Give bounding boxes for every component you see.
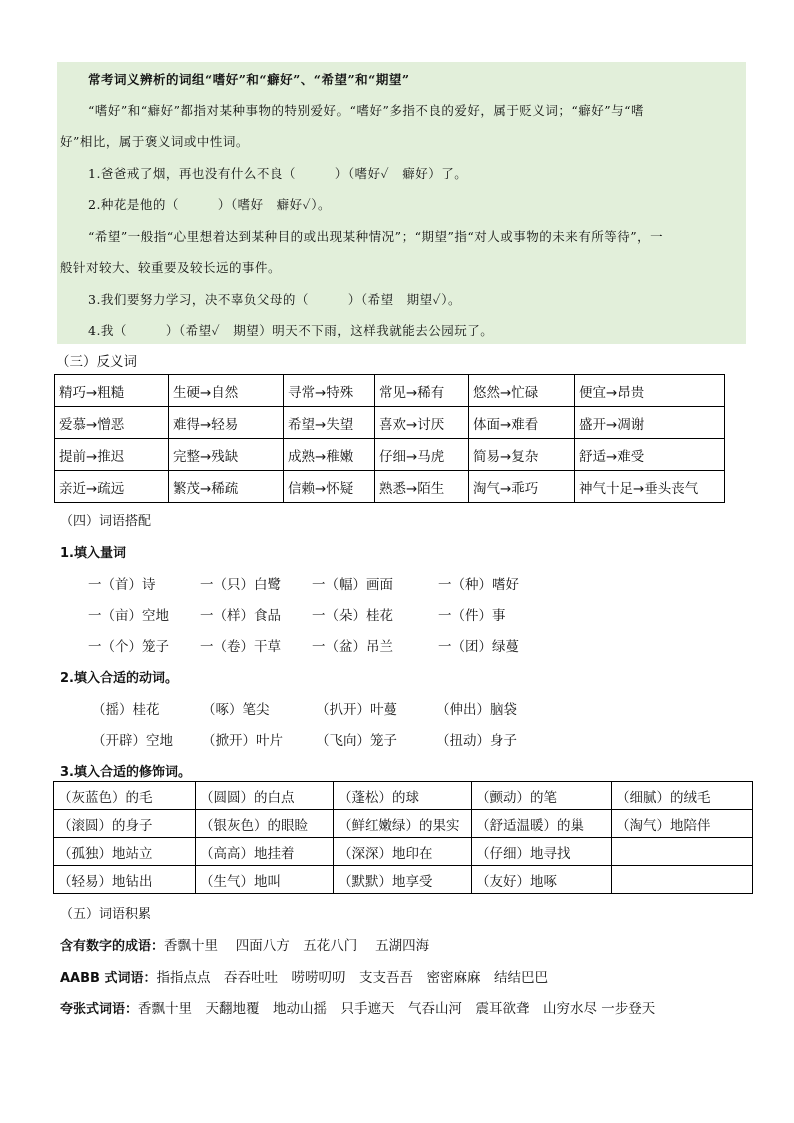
box-paragraph-2a: “希望”一般指“心里想着达到某种目的或出现某种情况”；“期望”指“对人或事物的未来有所等待”，一 — [88, 229, 664, 244]
modifier-cell: （淘气）地陪伴 — [612, 810, 753, 838]
modifier-cell: （细腻）的绒毛 — [612, 782, 753, 810]
verb-row — [92, 729, 517, 749]
accumulation-line-exaggeration — [60, 997, 655, 1017]
verb-item: （扭动）身子 — [436, 733, 517, 749]
table-row — [54, 866, 753, 894]
antonym-pair: 仔细→马虎 — [375, 439, 469, 471]
verb-row — [92, 698, 517, 718]
antonym-pair: 寻常→特殊 — [284, 375, 375, 407]
antonym-pair: 提前→推迟 — [55, 439, 169, 471]
verb-item: （啄）笔尖 — [202, 702, 270, 718]
section-5-heading: （五）词语积累 — [60, 907, 152, 922]
antonym-pair: 难得→轻易 — [169, 407, 284, 439]
modifier-cell: （颤动）的笔 — [472, 782, 612, 810]
antonym-pair: 舒适→难受 — [575, 439, 725, 471]
subsection-modifiers: 3.填入合适的修饰词。 — [60, 765, 191, 780]
box-paragraph-1b: 好”相比，属于褒义词或中性词。 — [60, 134, 249, 149]
line-label: 夸张式词语： — [60, 1002, 139, 1017]
measure-row — [88, 604, 506, 624]
modifier-cell: （轻易）地钻出 — [54, 866, 196, 894]
box-paragraph-1a: “嗜好”和“癖好”都指对某种事物的特别爱好。“嗜好”多指不良的爱好，属于贬义词；“癖好”与“嗜 — [88, 103, 645, 118]
antonym-pair: 信赖→怀疑 — [284, 471, 375, 503]
accumulation-line-aabb — [60, 966, 548, 986]
measure-item: 一（团）绿蔓 — [438, 639, 519, 655]
table-row — [55, 439, 725, 471]
antonym-pair: 繁茂→稀疏 — [169, 471, 284, 503]
modifier-cell: （生气）地叫 — [196, 866, 334, 894]
line-label: AABB 式词语： — [60, 971, 157, 986]
verb-item: （掀开）叶片 — [202, 733, 283, 749]
measure-item: 一（亩）空地 — [88, 608, 169, 624]
measure-item: 一（首）诗 — [88, 577, 156, 593]
antonym-pair: 爱慕→憎恶 — [55, 407, 169, 439]
antonym-pair: 成熟→稚嫩 — [284, 439, 375, 471]
line-words: 指指点点 吞吞吐吐 唠唠叨叨 支支吾吾 密密麻麻 结结巴巴 — [156, 970, 548, 986]
antonym-pair: 简易→复杂 — [469, 439, 575, 471]
antonym-pair: 精巧→粗糙 — [55, 375, 169, 407]
line-label: 含有数字的成语： — [60, 939, 165, 954]
measure-row — [88, 573, 519, 593]
antonym-pair: 常见→稀有 — [375, 375, 469, 407]
antonym-pair: 生硬→自然 — [169, 375, 284, 407]
antonym-pair: 淘气→乖巧 — [469, 471, 575, 503]
modifier-cell: （孤独）地站立 — [54, 838, 196, 866]
measure-item: 一（卷）干草 — [200, 639, 281, 655]
modifier-cell — [612, 866, 753, 894]
modifier-cell: （默默）地享受 — [334, 866, 472, 894]
verb-item: （伸出）脑袋 — [436, 702, 517, 718]
modifier-cell: （高高）地挂着 — [196, 838, 334, 866]
box-question-3: 3.我们要努力学习，决不辜负父母的（ ）（希望 期望✓）。 — [88, 292, 461, 307]
antonym-pair: 便宜→昂贵 — [575, 375, 725, 407]
section-4-heading: （四）词语搭配 — [60, 514, 152, 529]
antonym-table — [54, 374, 725, 503]
antonym-pair: 盛开→凋谢 — [575, 407, 725, 439]
measure-item: 一（件）事 — [438, 608, 506, 624]
measure-row — [88, 635, 519, 655]
modifier-cell — [612, 838, 753, 866]
measure-item: 一（种）嗜好 — [438, 577, 519, 593]
modifier-cell: （深深）地印在 — [334, 838, 472, 866]
modifier-cell: （鲜红嫩绿）的果实 — [334, 810, 472, 838]
modifier-cell: （圆圆）的白点 — [196, 782, 334, 810]
box-question-1: 1.爸爸戒了烟，再也没有什么不良（ ）（嗜好✓ 癖好）了。 — [88, 166, 468, 181]
measure-item: 一（盆）吊兰 — [312, 639, 393, 655]
verb-item: （飞向）笼子 — [316, 733, 397, 749]
table-row — [54, 782, 753, 810]
modifier-cell: （友好）地啄 — [472, 866, 612, 894]
box-title: 常考词义辨析的词组“嗜好”和“癖好”、“希望”和“期望” — [88, 72, 410, 87]
antonym-pair: 亲近→疏远 — [55, 471, 169, 503]
table-row — [55, 375, 725, 407]
table-row — [55, 407, 725, 439]
subsection-verbs: 2.填入合适的动词。 — [60, 671, 178, 686]
antonym-pair: 熟悉→陌生 — [375, 471, 469, 503]
line-words: 香飘十里 天翻地覆 地动山摇 只手遮天 气吞山河 震耳欲聋 山穷水尽 一步登天 — [138, 1001, 656, 1017]
verb-item: （扒开）叶蔓 — [316, 702, 397, 718]
modifier-cell: （蓬松）的球 — [334, 782, 472, 810]
section-3-heading: （三）反义词 — [56, 354, 137, 370]
verb-item: （摇）桂花 — [92, 702, 160, 718]
antonym-pair: 神气十足→垂头丧气 — [575, 471, 725, 503]
modifier-table — [53, 781, 753, 894]
modifier-cell: （滚圆）的身子 — [54, 810, 196, 838]
box-question-2: 2.种花是他的（ ）（嗜好 癖好✓）。 — [88, 197, 331, 212]
subsection-measure-words: 1.填入量词 — [60, 546, 126, 561]
antonym-pair: 悠然→忙碌 — [469, 375, 575, 407]
line-words: 香飘十里 四面八方 五花八门 五湖四海 — [164, 938, 430, 954]
measure-item: 一（只）白鹭 — [200, 577, 281, 593]
antonym-pair: 完整→残缺 — [169, 439, 284, 471]
measure-item: 一（个）笼子 — [88, 639, 169, 655]
accumulation-line-numbers — [60, 934, 429, 954]
antonym-pair: 体面→难看 — [469, 407, 575, 439]
table-row — [54, 838, 753, 866]
modifier-cell: （仔细）地寻找 — [472, 838, 612, 866]
antonym-pair: 喜欢→讨厌 — [375, 407, 469, 439]
verb-item: （开辟）空地 — [92, 733, 173, 749]
measure-item: 一（幅）画面 — [312, 577, 393, 593]
modifier-cell: （舒适温暖）的巢 — [472, 810, 612, 838]
measure-item: 一（朵）桂花 — [312, 608, 393, 624]
box-paragraph-2b: 般针对较大、较重要及较长远的事件。 — [60, 260, 282, 275]
measure-item: 一（样）食品 — [200, 608, 281, 624]
modifier-cell: （银灰色）的眼睑 — [196, 810, 334, 838]
table-row — [55, 471, 725, 503]
antonym-pair: 希望→失望 — [284, 407, 375, 439]
box-question-4: 4.我（ ）（希望✓ 期望）明天不下雨，这样我就能去公园玩了。 — [88, 323, 494, 338]
modifier-cell: （灰蓝色）的毛 — [54, 782, 196, 810]
table-row — [54, 810, 753, 838]
